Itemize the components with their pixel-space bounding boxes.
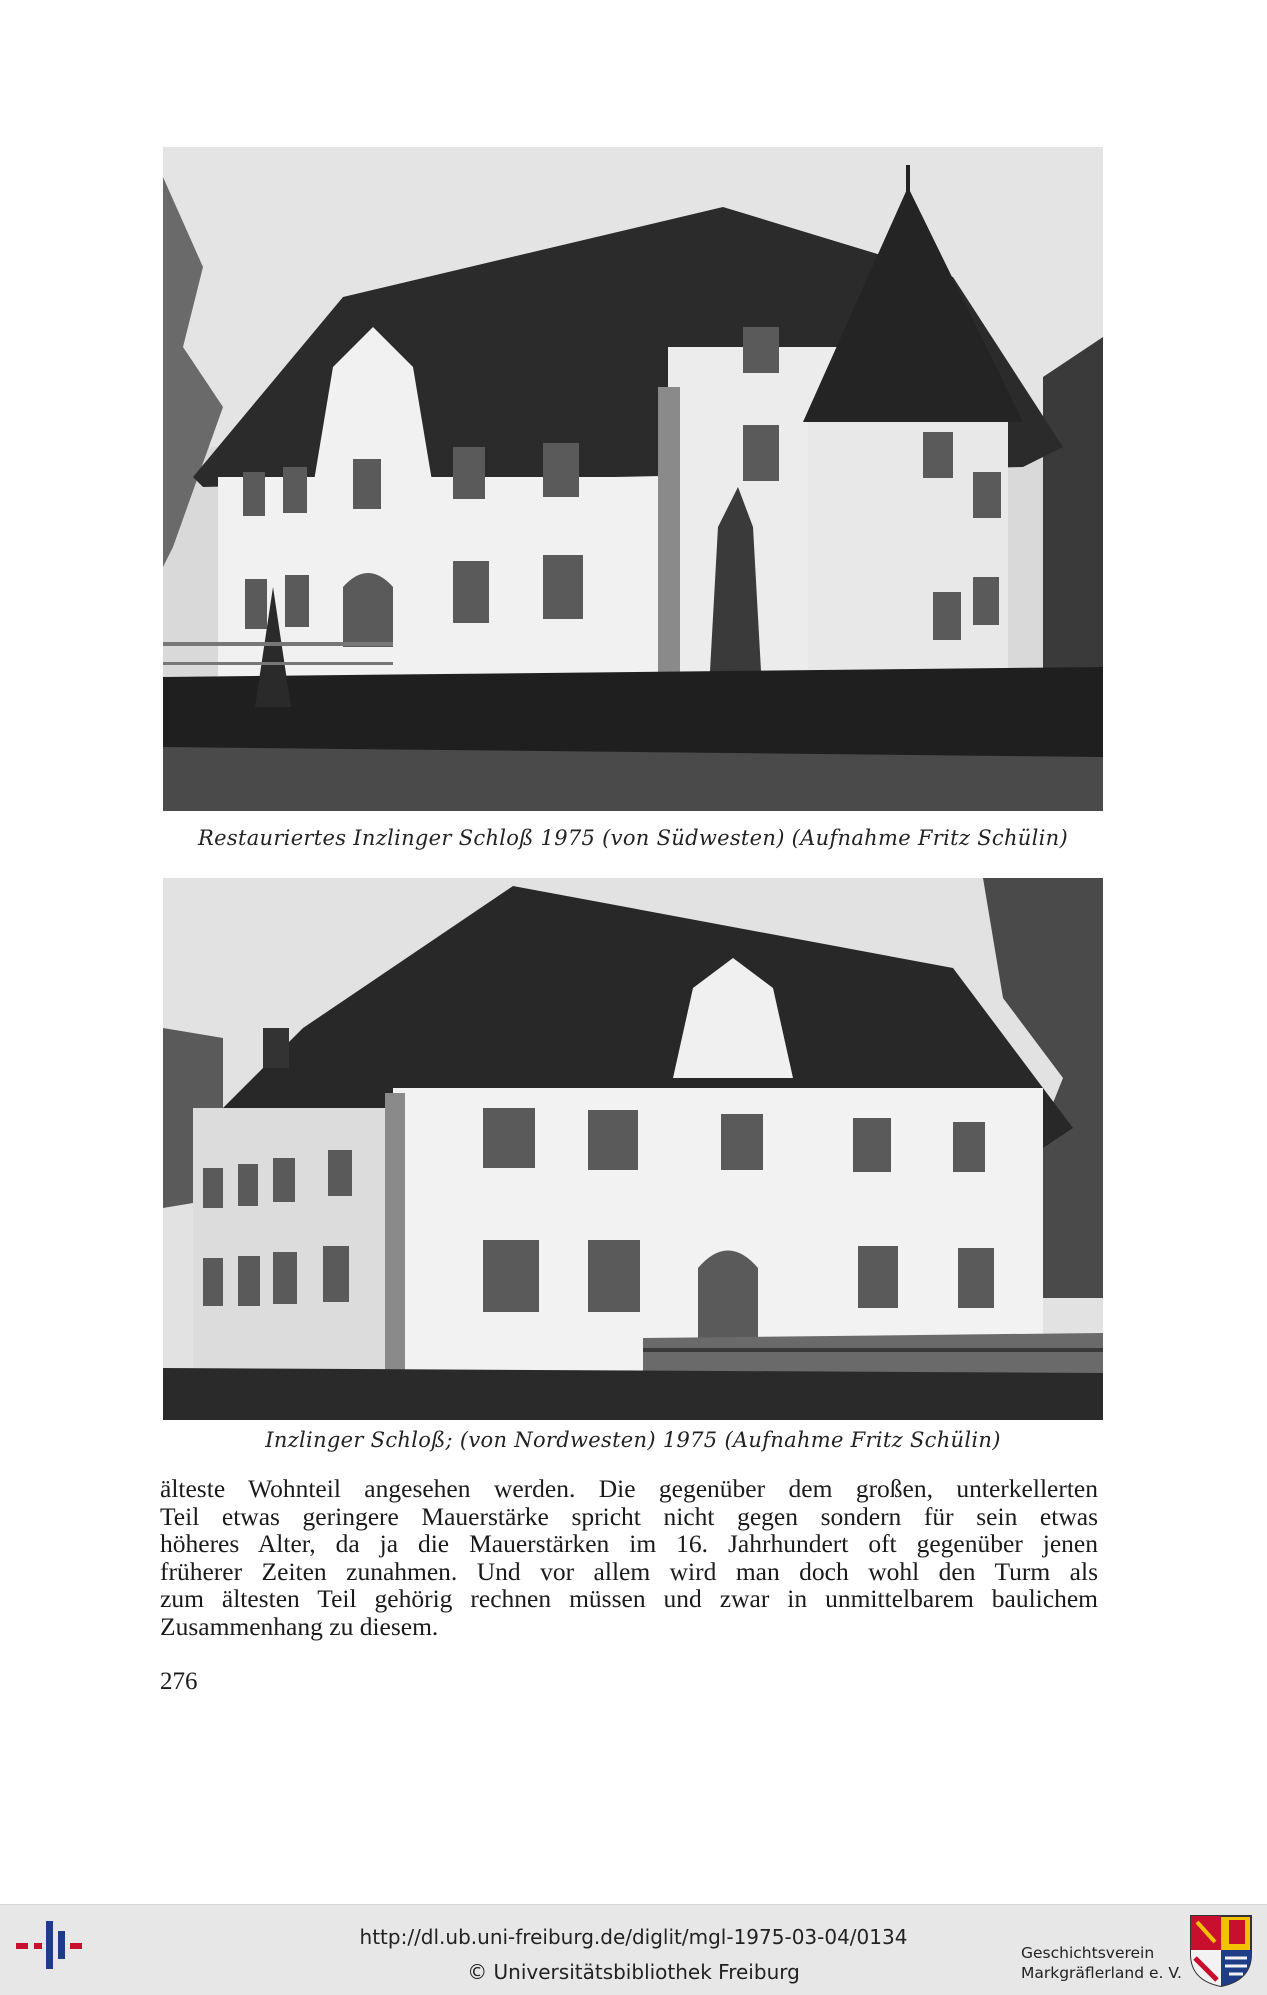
figure-caption-1: Restauriertes Inzlinger Schloß 1975 (von Südwesten) (Aufnahme Fritz Schülin) bbox=[198, 826, 1068, 850]
castle-northwest-image bbox=[163, 878, 1103, 1420]
castle-photo-southwest bbox=[163, 147, 1103, 811]
body-line: älteste Wohnteil angesehen werden. Die gegenüber dem großen, unterkellerten bbox=[160, 1474, 1098, 1503]
society-name-line-2: Markgräflerland e. V. bbox=[1021, 1964, 1182, 1982]
body-line: früherer Zeiten zunahmen. Und vor allem wird man doch wohl den Turm als bbox=[160, 1556, 1098, 1586]
body-paragraph bbox=[160, 1475, 1098, 1640]
body-line: Teil etwas geringere Mauerstärke spricht nicht gegen sondern für sein etwas bbox=[160, 1501, 1098, 1531]
castle-photo-northwest bbox=[163, 878, 1103, 1420]
copyright-notice: © Universitätsbibliothek Freiburg bbox=[467, 1960, 800, 1984]
figure-caption-2: Inzlinger Schloß; (von Nordwesten) 1975 (Aufnahme Fritz Schülin) bbox=[265, 1428, 1001, 1452]
castle-southwest-image bbox=[163, 147, 1103, 811]
body-line: Zusammenhang zu diesem. bbox=[160, 1611, 439, 1641]
footer-bar bbox=[0, 1904, 1267, 1995]
society-name-line-1: Geschichtsverein bbox=[1021, 1944, 1155, 1962]
permalink-url[interactable]: http://dl.ub.uni-freiburg.de/diglit/mgl-1975-03-04/0134 bbox=[359, 1925, 908, 1949]
society-name bbox=[1021, 1943, 1191, 1983]
body-line: höheres Alter, da ja die Mauerstärken im 16. Jahrhundert oft gegenüber jenen bbox=[160, 1529, 1098, 1558]
body-line: zum ältesten Teil gehörig rechnen müssen und zwar in unmittelbarem baulichem bbox=[160, 1584, 1098, 1613]
coat-of-arms-icon[interactable] bbox=[1189, 1914, 1253, 1988]
page-number: 276 bbox=[160, 1668, 198, 1695]
